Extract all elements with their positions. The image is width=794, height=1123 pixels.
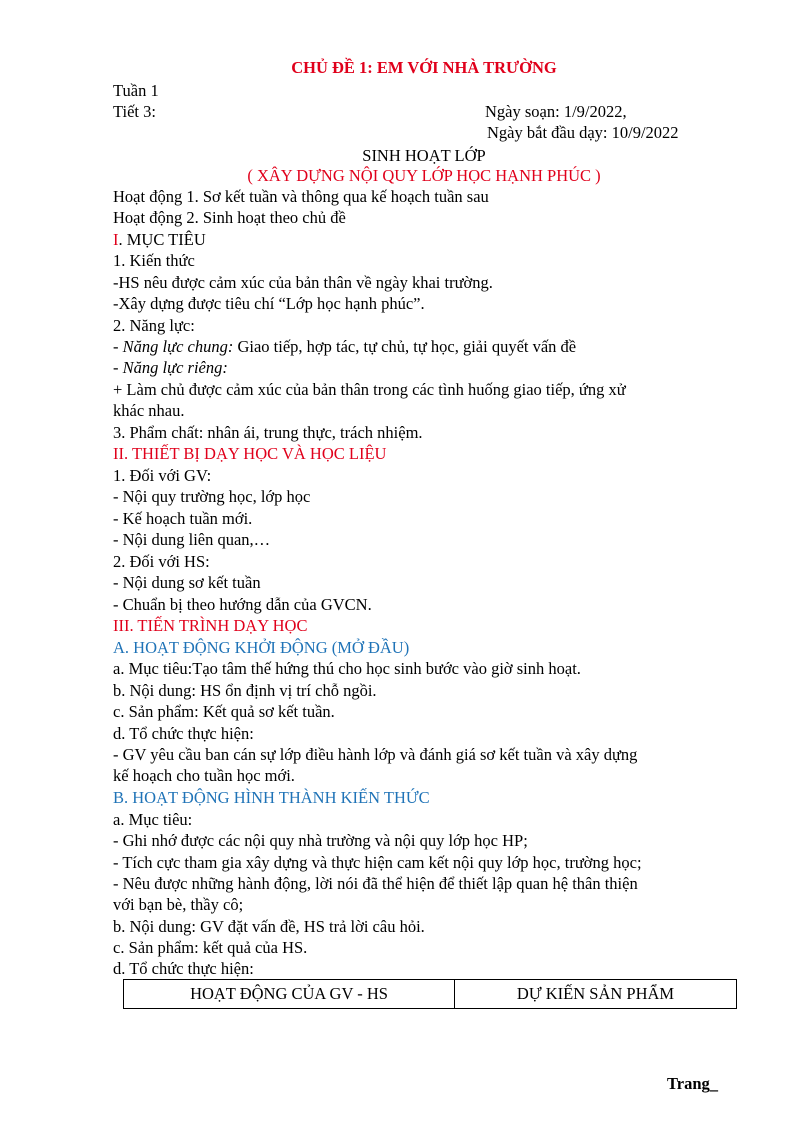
- part-a-line: a. Mục tiêu:Tạo tâm thế hứng thú cho học sinh bước vào giờ sinh hoạt.: [113, 659, 581, 678]
- part-a-line: kế hoạch cho tuần học mới.: [113, 766, 295, 785]
- period-label: Tiết 3:: [113, 102, 156, 121]
- hs-item: - Chuẩn bị theo hướng dẫn của GVCN.: [113, 595, 372, 614]
- hs-item: - Nội dung sơ kết tuần: [113, 573, 261, 592]
- general-competence: [113, 336, 576, 357]
- section-2-heading: II. THIẾT BỊ DẠY HỌC VÀ HỌC LIỆU: [113, 444, 387, 463]
- knowledge-item-1: -HS nêu được cảm xúc của bản thân về ngày khai trường.: [113, 273, 493, 292]
- part-a-heading: A. HOẠT ĐỘNG KHỞI ĐỘNG (MỞ ĐẦU): [113, 638, 410, 657]
- section-1-heading: [113, 229, 206, 250]
- topic-title: CHỦ ĐỀ 1: EM VỚI NHÀ TRƯỜNG: [291, 58, 557, 77]
- page-footer: Trang_: [666, 1074, 718, 1093]
- start-date: Ngày bắt đầu dạy: 10/9/2022: [487, 123, 679, 142]
- section-1-heading-text: . MỤC TIÊU: [118, 230, 206, 249]
- table-header-activities: HOẠT ĐỘNG CỦA GV - HS: [124, 980, 455, 1009]
- gv-item: - Kế hoạch tuần mới.: [113, 509, 253, 528]
- table-header-row: [124, 980, 737, 1009]
- gv-item: - Nội dung liên quan,…: [113, 530, 271, 549]
- part-b-line: - Ghi nhớ được các nội quy nhà trường và nội quy lớp học HP;: [113, 831, 528, 850]
- part-a-line: b. Nội dung: HS ổn định vị trí chỗ ngồi.: [113, 681, 377, 700]
- part-b-heading: B. HOẠT ĐỘNG HÌNH THÀNH KIẾN THỨC: [113, 788, 430, 807]
- part-b-line: c. Sản phẩm: kết quả của HS.: [113, 938, 308, 957]
- specific-competence-label: - Năng lực riêng:: [113, 358, 228, 377]
- week-label: Tuần 1: [113, 81, 159, 100]
- part-b-line: b. Nội dung: GV đặt vấn đề, HS trả lời câu hỏi.: [113, 917, 425, 936]
- activity-1: Hoạt động 1. Sơ kết tuần và thông qua kế hoạch tuần sau: [113, 187, 489, 206]
- specific-competence-line-2: khác nhau.: [113, 401, 185, 420]
- part-b-line: d. Tổ chức thực hiện:: [113, 959, 254, 978]
- section-3-heading: III. TIẾN TRÌNH DẠY HỌC: [113, 616, 308, 635]
- part-a-line: d. Tổ chức thực hiện:: [113, 724, 254, 743]
- part-a-line: c. Sản phẩm: Kết quả sơ kết tuần.: [113, 702, 335, 721]
- gv-title: 1. Đối với GV:: [113, 466, 212, 485]
- general-competence-label: - Năng lực chung:: [113, 337, 234, 356]
- specific-competence-line-1: + Làm chủ được cảm xúc của bản thân trong các tình huống giao tiếp, ứng xử: [113, 380, 626, 399]
- part-a-line: - GV yêu cầu ban cán sự lớp điều hành lớp và đánh giá sơ kết tuần và xây dựng: [113, 745, 638, 764]
- part-b-line: với bạn bè, thầy cô;: [113, 895, 244, 914]
- activity-2: Hoạt động 2. Sinh hoạt theo chủ đề: [113, 208, 346, 227]
- table-header-products: DỰ KIẾN SẢN PHẨM: [455, 980, 737, 1009]
- part-b-line: - Nêu được những hành động, lời nói đã thể hiện để thiết lập quan hệ thân thiện: [113, 874, 638, 893]
- section-1-numeral: I: [113, 230, 119, 249]
- lesson-title: SINH HOẠT LỚP: [362, 146, 486, 165]
- knowledge-title: 1. Kiến thức: [113, 251, 195, 270]
- lesson-subtitle: ( XÂY DỰNG NỘI QUY LỚP HỌC HẠNH PHÚC ): [247, 166, 601, 185]
- knowledge-item-2: -Xây dựng được tiêu chí “Lớp học hạnh phúc”.: [113, 294, 425, 313]
- competence-title: 2. Năng lực:: [113, 316, 195, 335]
- part-b-line: a. Mục tiêu:: [113, 810, 193, 829]
- prep-date: Ngày soạn: 1/9/2022,: [485, 102, 627, 121]
- general-competence-text: Giao tiếp, hợp tác, tự chủ, tự học, giải quyết vấn đề: [233, 337, 577, 356]
- gv-item: - Nội quy trường học, lớp học: [113, 487, 311, 506]
- part-b-line: - Tích cực tham gia xây dựng và thực hiện cam kết nội quy lớp học, trường học;: [113, 853, 642, 872]
- activity-table: [123, 979, 737, 1009]
- qualities: 3. Phẩm chất: nhân ái, trung thực, trách nhiệm.: [113, 423, 423, 442]
- hs-title: 2. Đối với HS:: [113, 552, 210, 571]
